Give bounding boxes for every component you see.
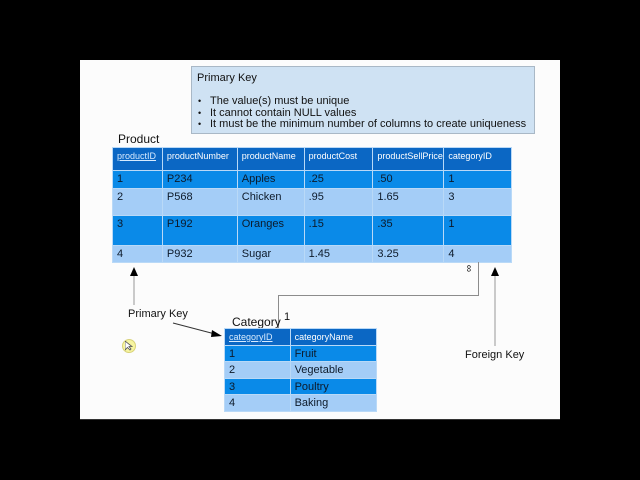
col-header-productname: productName bbox=[237, 148, 304, 171]
cell: 2 bbox=[225, 362, 291, 379]
cell: 3 bbox=[113, 216, 163, 246]
arrow-up-foreign-key-icon bbox=[491, 267, 499, 276]
cell: Oranges bbox=[237, 216, 304, 246]
one-cardinality-symbol: 1 bbox=[284, 311, 291, 323]
cell: P568 bbox=[162, 189, 237, 216]
col-header-productcost: productCost bbox=[304, 148, 373, 171]
category-table-title: Category bbox=[232, 315, 281, 329]
table-row bbox=[225, 379, 377, 395]
product-table-title: Product bbox=[118, 132, 160, 146]
cell: .35 bbox=[373, 216, 444, 246]
arrow-up-primary-key-icon bbox=[130, 267, 138, 276]
cell: Fruit bbox=[290, 346, 376, 362]
cell: Chicken bbox=[237, 189, 304, 216]
category-table bbox=[224, 328, 377, 412]
cell: Baking bbox=[290, 395, 376, 412]
cell: .25 bbox=[304, 171, 373, 189]
col-header-productnumber: productNumber bbox=[162, 148, 237, 171]
col-header-categoryid: categoryID bbox=[444, 148, 512, 171]
cell: 1 bbox=[113, 171, 163, 189]
cell: .15 bbox=[304, 216, 373, 246]
cell: 4 bbox=[225, 395, 291, 412]
cell: 3 bbox=[444, 189, 512, 216]
cell: .95 bbox=[304, 189, 373, 216]
primary-key-label: Primary Key bbox=[128, 308, 188, 320]
cell: .50 bbox=[373, 171, 444, 189]
cell: 1.65 bbox=[373, 189, 444, 216]
bullet-minimum-columns: • It must be the minimum number of columns to create uniqueness bbox=[196, 119, 530, 131]
cell: 3.25 bbox=[373, 246, 444, 263]
cell: Sugar bbox=[237, 246, 304, 263]
bullet-not-null: • It cannot contain NULL values bbox=[196, 108, 530, 120]
col-header-categoryname: categoryName bbox=[290, 329, 376, 346]
bullet-unique: • The value(s) must be unique bbox=[196, 96, 530, 108]
pointer-icon bbox=[125, 341, 133, 351]
cell: 3 bbox=[225, 379, 291, 395]
col-header-productsellprice: productSellPrice bbox=[373, 148, 444, 171]
cell: P234 bbox=[162, 171, 237, 189]
cell: 1 bbox=[444, 171, 512, 189]
table-row bbox=[225, 395, 377, 412]
cell: 1.45 bbox=[304, 246, 373, 263]
cell: 4 bbox=[444, 246, 512, 263]
table-row bbox=[225, 362, 377, 379]
col-header-categoryid: categoryID bbox=[225, 329, 291, 346]
cell: Apples bbox=[237, 171, 304, 189]
arrow-right-primary-key-icon bbox=[211, 330, 222, 337]
cell: 1 bbox=[225, 346, 291, 362]
cell: 2 bbox=[113, 189, 163, 216]
foreign-key-label: Foreign Key bbox=[465, 349, 525, 361]
mouse-cursor-highlight bbox=[122, 339, 136, 353]
cell: P192 bbox=[162, 216, 237, 246]
table-row bbox=[225, 346, 377, 362]
many-cardinality-symbol: ∞ bbox=[463, 264, 475, 273]
category-table-header bbox=[225, 329, 377, 346]
cell: 4 bbox=[113, 246, 163, 263]
col-header-productid: productID bbox=[113, 148, 163, 171]
info-box-title: Primary Key bbox=[197, 72, 257, 84]
cell: P932 bbox=[162, 246, 237, 263]
cell: Poultry bbox=[290, 379, 376, 395]
cell: Vegetable bbox=[290, 362, 376, 379]
cell: 1 bbox=[444, 216, 512, 246]
